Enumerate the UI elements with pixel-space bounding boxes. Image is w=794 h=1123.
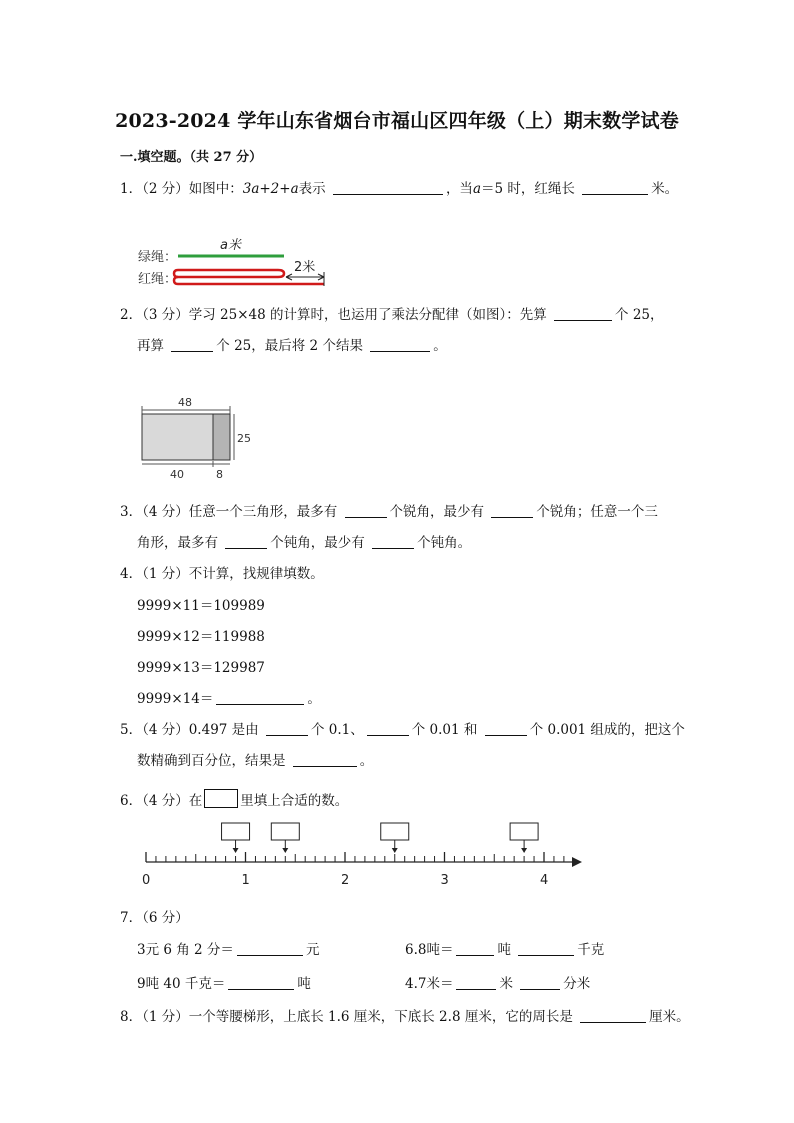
- q7-blank-d2[interactable]: [520, 975, 560, 990]
- question-5-line-2: [137, 749, 373, 769]
- q5-blank-2[interactable]: [367, 721, 409, 736]
- rect-8-part: [213, 414, 230, 460]
- pointer-arrowhead: [392, 848, 398, 853]
- q2-text-3: 再算: [137, 338, 164, 354]
- number-line-ticks: [146, 852, 564, 862]
- question-3-line-2: [137, 531, 471, 551]
- pattern-row-1: 9999×11＝109989: [137, 598, 265, 614]
- answer-box-4[interactable]: [510, 823, 538, 840]
- q7-blank-a[interactable]: [237, 941, 303, 956]
- tick-label-3: 3: [440, 873, 449, 888]
- tick-label-1: 1: [241, 873, 250, 888]
- q5-text-3: 个 0.01 和: [411, 722, 478, 738]
- pointer-arrowhead: [282, 848, 288, 853]
- q5-blank-3[interactable]: [485, 721, 527, 736]
- question-4-heading: 4．（1 分）不计算，找规律填数。: [120, 566, 324, 582]
- pointer-arrowhead: [233, 848, 239, 853]
- q8-blank[interactable]: [580, 1008, 646, 1023]
- q1-text-2: ，当: [445, 181, 473, 197]
- q2-text-1: 2．（3 分）学习 25×48 的计算时，也运用了乘法分配律（如图）：先算: [120, 307, 547, 323]
- pattern-row-4-text: 9999×14＝: [137, 691, 214, 707]
- tick-label-4: 4: [540, 873, 549, 888]
- question-6: [120, 789, 348, 809]
- q1-blank-1[interactable]: [333, 180, 443, 195]
- question-3-line-1: [120, 500, 658, 520]
- question-5-line-1: [120, 718, 685, 738]
- q6-text-2: 里填上合适的数。: [240, 793, 349, 809]
- number-line-labels: [142, 873, 548, 888]
- q3-blank-1[interactable]: [345, 503, 387, 518]
- q5-blank-4[interactable]: [293, 752, 357, 767]
- q7-item-a: 3元 6 角 2 分＝ 元: [137, 942, 320, 958]
- question-2-line-2: [137, 334, 447, 354]
- q5-text-1: 5．（4 分）0.497 是由: [120, 722, 259, 738]
- pattern-row-2: 9999×12＝119988: [137, 629, 265, 645]
- q3-blank-4[interactable]: [372, 534, 414, 549]
- tick-label-2: 2: [341, 873, 350, 888]
- q3-text-2: 个锐角，最少有: [389, 504, 485, 520]
- answer-box-1[interactable]: [222, 823, 250, 840]
- label-40: 40: [170, 468, 184, 481]
- q7-blank-d1[interactable]: [456, 975, 496, 990]
- q7-item-c: 9吨 40 千克＝ 吨: [137, 976, 311, 992]
- q5-text-6: 。: [359, 753, 374, 769]
- rectangle-figure: [136, 392, 266, 484]
- red-rope-label: 红绳：: [138, 272, 178, 287]
- q1-text-4: 米。: [651, 181, 679, 197]
- q1-blank-2[interactable]: [582, 180, 648, 195]
- exam-title: 2023-2024 学年山东省烟台市福山区四年级（上）期末数学试卷: [115, 110, 679, 132]
- green-rope-label: 绿绳：: [138, 250, 178, 265]
- pointer-arrowhead: [521, 848, 527, 853]
- q8-text-1: 8．（1 分）一个等腰梯形，上底长 1.6 厘米，下底长 2.8 厘米，它的周长是: [120, 1009, 573, 1025]
- q6-text-1: 6．（4 分）在: [120, 793, 203, 809]
- number-line: [136, 818, 586, 892]
- question-7-heading: 7．（6 分）: [120, 910, 189, 926]
- q7-item-d: 4.7米＝ 米 分米: [405, 976, 591, 992]
- q5-text-4: 个 0.001 组成的，把这个: [529, 722, 685, 738]
- rect-40-part: [142, 414, 213, 460]
- q3-blank-2[interactable]: [491, 503, 533, 518]
- q1-text-3: ＝5 时，红绳长: [481, 181, 575, 197]
- q3-text-3: 个锐角；任意一个三: [536, 504, 658, 520]
- q2-blank-3[interactable]: [370, 337, 430, 352]
- q1-number: 1．（2 分）如图中：: [120, 181, 243, 197]
- question-1: [120, 177, 678, 197]
- q2-text-4: 个 25，最后将 2 个结果: [216, 338, 363, 354]
- q3-text-4: 角形，最多有: [137, 535, 218, 551]
- q7-blank-c[interactable]: [228, 975, 294, 990]
- q2-text-2: 个 25，: [615, 307, 664, 323]
- q3-blank-3[interactable]: [225, 534, 267, 549]
- pattern-row-4: 9999×14＝ 。: [137, 691, 321, 707]
- label-8: 8: [216, 468, 223, 481]
- q2-blank-1[interactable]: [554, 306, 612, 321]
- answer-box-3[interactable]: [381, 823, 409, 840]
- q3-text-1: 3．（4 分）任意一个三角形，最多有: [120, 504, 338, 520]
- q5-text-5: 数精确到百分位，结果是: [137, 753, 286, 769]
- q8-text-2: 厘米。: [649, 1009, 690, 1025]
- q5-text-2: 个 0.1、: [310, 722, 364, 738]
- q3-text-6: 个钝角。: [417, 535, 472, 551]
- pattern-row-3: 9999×13＝129987: [137, 660, 265, 676]
- number-line-boxes: [222, 823, 539, 853]
- a-meter-label: a米: [220, 238, 241, 253]
- q1-expression: 3a+2+a: [242, 181, 299, 197]
- number-line-arrowhead: [572, 857, 582, 867]
- tick-label-0: 0: [142, 873, 151, 888]
- q1-text: 表示: [298, 181, 326, 197]
- question-2-line-1: [120, 303, 664, 323]
- two-meter-label: 2米: [294, 260, 316, 275]
- q7-item-b: 6.8吨＝ 吨 千克: [405, 942, 605, 958]
- label-48: 48: [178, 396, 192, 409]
- q7-blank-b1[interactable]: [456, 941, 494, 956]
- q2-blank-2[interactable]: [171, 337, 213, 352]
- question-8: [120, 1005, 690, 1025]
- inline-box: [204, 789, 238, 808]
- q2-text-5: 。: [433, 338, 447, 354]
- q1-variable: a: [472, 181, 481, 197]
- q3-text-5: 个钝角，最少有: [270, 535, 365, 551]
- q5-blank-1[interactable]: [266, 721, 308, 736]
- q4-blank[interactable]: [216, 690, 304, 705]
- rope-figure: [134, 232, 334, 290]
- q7-blank-b2[interactable]: [518, 941, 574, 956]
- label-25: 25: [237, 432, 251, 445]
- section-heading: 一.填空题。（共 27 分）: [120, 150, 263, 165]
- answer-box-2[interactable]: [271, 823, 299, 840]
